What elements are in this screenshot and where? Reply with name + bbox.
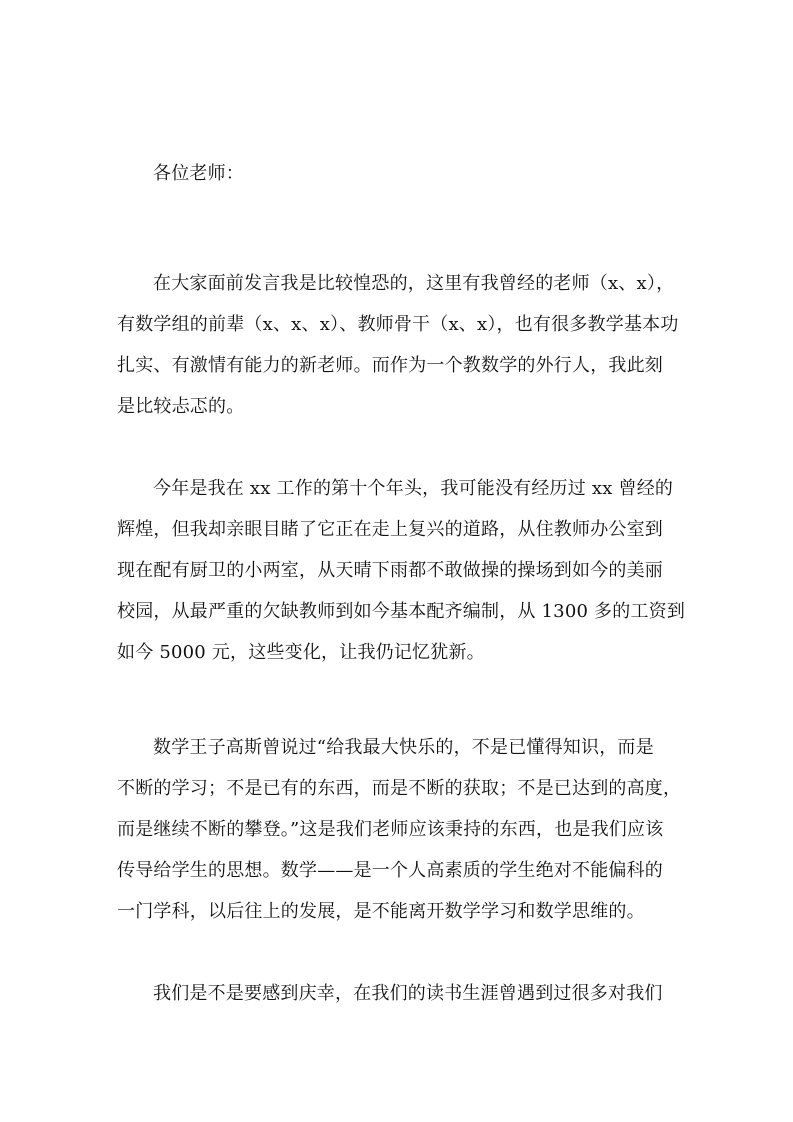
paragraph-line: 数学王子高斯曾说过“给我最大快乐的，不是已懂得知识，而是 bbox=[153, 737, 654, 758]
paragraph-line: 而是继续不断的攀登。”这是我们老师应该秉持的东西，也是我们应该 bbox=[117, 819, 664, 840]
paragraph-line: 校园，从最严重的欠缺教师到如今基本配齐编制，从 1300 多的工资到 bbox=[117, 601, 686, 622]
paragraph-line: 今年是我在 xx 工作的第十个年头，我可能没有经历过 xx 曾经的 bbox=[153, 478, 674, 499]
paragraph-line: 是比较忐忑的。 bbox=[117, 396, 245, 417]
paragraph-line: 在大家面前发言我是比较惶恐的，这里有我曾经的老师（x、x）， bbox=[153, 273, 675, 294]
paragraph-line: 如今 5000 元，这些变化，让我仍记忆犹新。 bbox=[117, 642, 485, 663]
paragraph-line: 扎实、有激情有能力的新老师。而作为一个教数学的外行人，我此刻 bbox=[117, 355, 663, 376]
paragraph-line: 不断的学习；不是已有的东西，而是不断的获取；不是已达到的高度， bbox=[117, 778, 682, 799]
paragraph-line: 有数学组的前辈（x、x、x）、教师骨干（x、x），也有很多教学基本功 bbox=[117, 314, 679, 335]
paragraph-line: 传导给学生的思想。数学——是一个人高素质的学生绝对不能偏科的 bbox=[117, 860, 663, 881]
paragraph-line: 我们是不是要感到庆幸，在我们的读书生涯曾遇到过很多对我们 bbox=[153, 983, 663, 1004]
salutation: 各位老师： bbox=[153, 163, 244, 184]
paragraph-line: 辉煌，但我却亲眼目睹了它正在走上复兴的道路，从住教师办公室到 bbox=[117, 519, 663, 540]
paragraph-line: 一门学科，以后往上的发展，是不能离开数学学习和数学思维的。 bbox=[117, 901, 645, 922]
paragraph-line: 现在配有厨卫的小两室，从天晴下雨都不敢做操的操场到如今的美丽 bbox=[117, 560, 663, 581]
